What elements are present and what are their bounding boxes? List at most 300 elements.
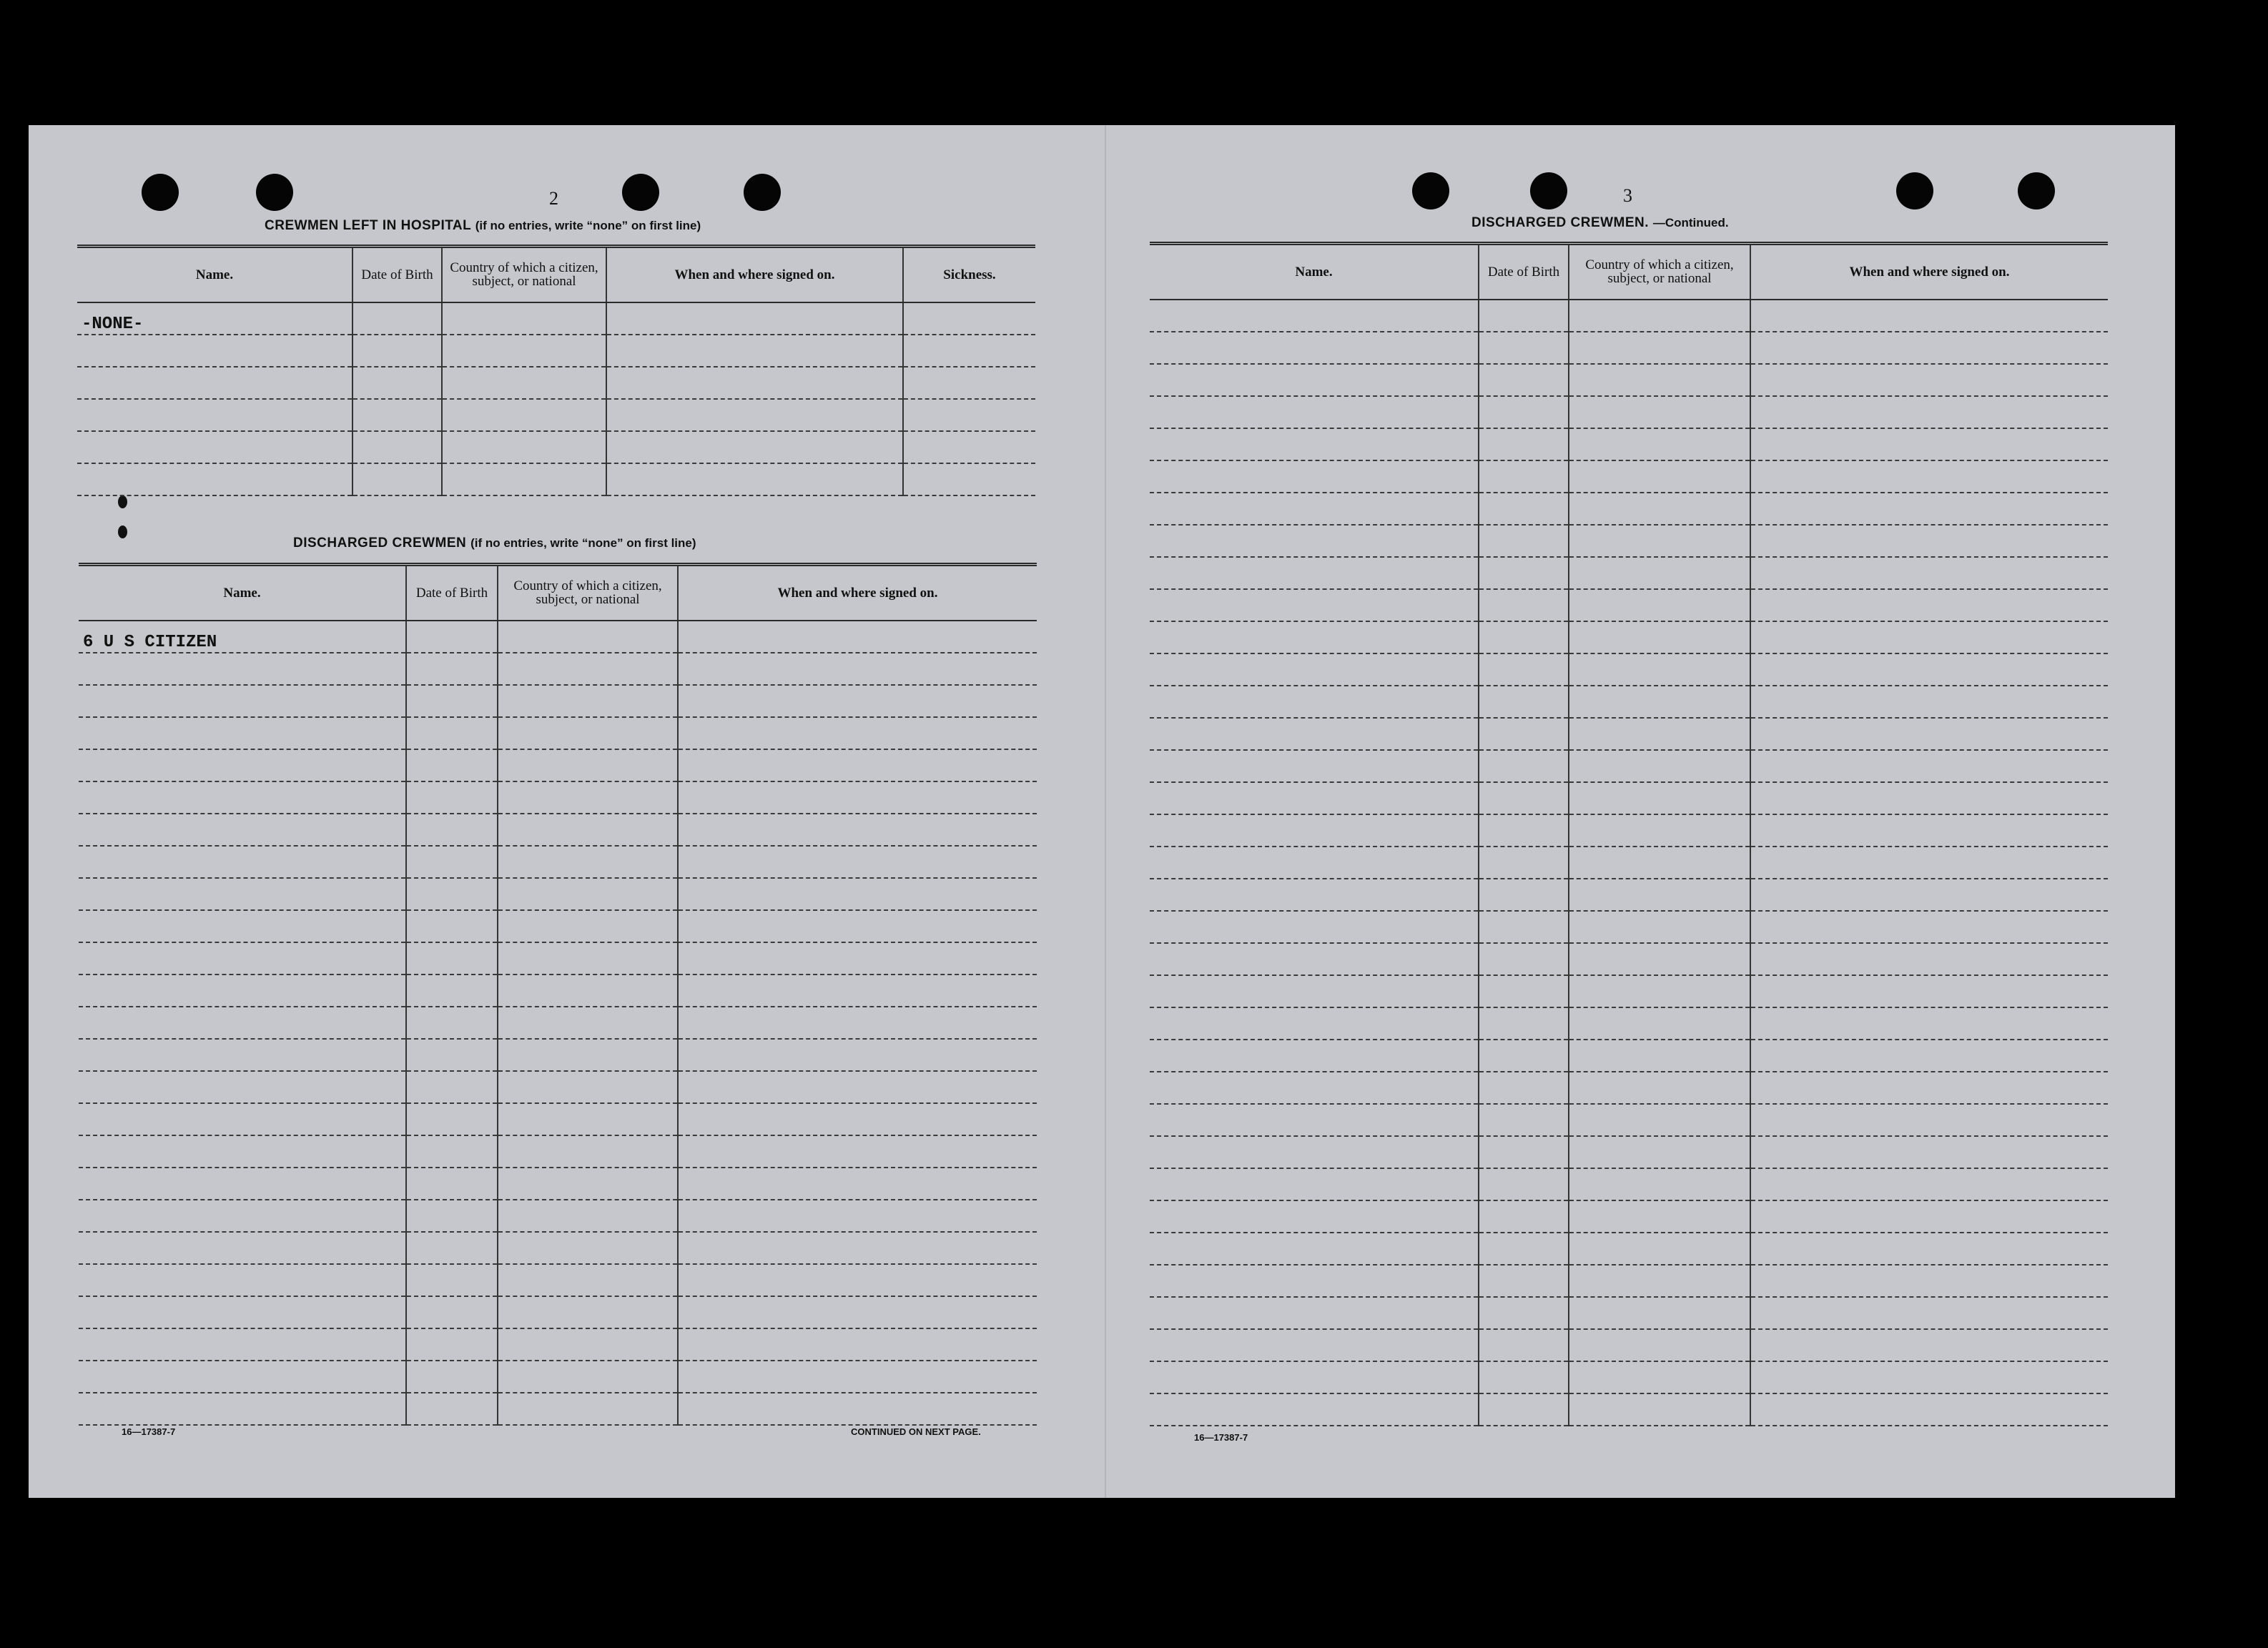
table-cell[interactable] bbox=[406, 1361, 498, 1393]
table-cell[interactable] bbox=[1479, 1233, 1569, 1265]
table-cell[interactable] bbox=[1479, 557, 1569, 589]
table-cell[interactable] bbox=[406, 1232, 498, 1264]
table-cell[interactable] bbox=[1750, 943, 2108, 975]
table-cell[interactable] bbox=[1150, 943, 1479, 975]
table-cell[interactable] bbox=[1750, 1393, 2108, 1426]
table-cell[interactable] bbox=[606, 399, 903, 431]
table-cell[interactable] bbox=[1750, 814, 2108, 847]
table-cell[interactable] bbox=[79, 717, 406, 749]
table-cell[interactable] bbox=[1150, 879, 1479, 911]
table-row bbox=[1150, 1329, 2108, 1361]
table-cell[interactable] bbox=[1569, 1361, 1750, 1393]
table-cell[interactable] bbox=[406, 717, 498, 749]
table-cell[interactable] bbox=[1479, 943, 1569, 975]
table-cell[interactable] bbox=[678, 749, 1037, 781]
table-cell[interactable] bbox=[1750, 428, 2108, 460]
table-cell[interactable] bbox=[1150, 1200, 1479, 1233]
table-cell[interactable] bbox=[406, 685, 498, 717]
table-cell[interactable] bbox=[1150, 428, 1479, 460]
table-cell[interactable] bbox=[1150, 653, 1479, 686]
table-cell[interactable] bbox=[1569, 332, 1750, 364]
table-cell[interactable] bbox=[678, 1232, 1037, 1264]
table-cell[interactable] bbox=[1750, 460, 2108, 493]
table-cell[interactable] bbox=[678, 1071, 1037, 1103]
table-cell[interactable] bbox=[1479, 653, 1569, 686]
table-row bbox=[1150, 332, 2108, 364]
table-cell[interactable] bbox=[1150, 300, 1479, 332]
table-cell[interactable] bbox=[903, 335, 1035, 367]
table-cell[interactable] bbox=[1150, 1361, 1479, 1393]
table-cell[interactable] bbox=[1479, 686, 1569, 718]
table-cell[interactable] bbox=[678, 1200, 1037, 1232]
table-cell[interactable] bbox=[1569, 1393, 1750, 1426]
table-cell[interactable] bbox=[678, 621, 1037, 653]
table-cell[interactable] bbox=[903, 431, 1035, 463]
table-cell[interactable] bbox=[678, 1393, 1037, 1425]
table-cell[interactable] bbox=[1569, 1136, 1750, 1168]
table-cell[interactable] bbox=[1479, 1072, 1569, 1104]
table-cell[interactable] bbox=[1750, 653, 2108, 686]
table-cell[interactable] bbox=[1750, 1233, 2108, 1265]
table-cell[interactable] bbox=[678, 910, 1037, 942]
table-cell[interactable] bbox=[498, 1168, 678, 1200]
table-cell[interactable] bbox=[1150, 332, 1479, 364]
table-cell[interactable] bbox=[79, 653, 406, 685]
col-header-name: Name. bbox=[1150, 244, 1479, 300]
table-cell[interactable] bbox=[678, 846, 1037, 878]
table-cell[interactable] bbox=[678, 975, 1037, 1007]
table-cell[interactable] bbox=[79, 1168, 406, 1200]
table-row bbox=[77, 335, 1035, 367]
table-cell[interactable] bbox=[1150, 847, 1479, 879]
table-cell[interactable] bbox=[678, 814, 1037, 846]
table-cell[interactable] bbox=[1569, 1297, 1750, 1329]
table-cell[interactable] bbox=[1750, 1297, 2108, 1329]
table-cell[interactable] bbox=[1150, 1168, 1479, 1200]
table-cell[interactable] bbox=[1750, 879, 2108, 911]
table-cell[interactable] bbox=[1150, 1104, 1479, 1136]
table-cell[interactable] bbox=[606, 302, 903, 335]
table-cell[interactable] bbox=[406, 621, 498, 653]
table-cell[interactable] bbox=[1569, 911, 1750, 943]
table-cell[interactable] bbox=[1569, 621, 1750, 653]
table-cell[interactable] bbox=[1150, 1393, 1479, 1426]
table-cell[interactable] bbox=[1569, 782, 1750, 814]
table-cell[interactable] bbox=[498, 814, 678, 846]
table-cell[interactable] bbox=[498, 1135, 678, 1168]
table-cell[interactable] bbox=[79, 749, 406, 781]
table-cell[interactable] bbox=[1150, 814, 1479, 847]
table-cell[interactable] bbox=[498, 1264, 678, 1296]
table-cell[interactable] bbox=[1750, 718, 2108, 750]
table-cell[interactable] bbox=[79, 781, 406, 814]
table-row bbox=[1150, 847, 2108, 879]
table-cell[interactable] bbox=[1150, 750, 1479, 782]
table-cell[interactable] bbox=[498, 1039, 678, 1071]
table-row bbox=[1150, 1072, 2108, 1104]
table-cell[interactable] bbox=[406, 1264, 498, 1296]
table-cell[interactable] bbox=[498, 621, 678, 653]
table-cell[interactable] bbox=[498, 749, 678, 781]
margin-mark bbox=[118, 495, 127, 508]
table-cell[interactable] bbox=[406, 1039, 498, 1071]
table-cell[interactable] bbox=[498, 878, 678, 910]
table-cell[interactable] bbox=[1150, 364, 1479, 396]
table-cell[interactable] bbox=[498, 1071, 678, 1103]
table-cell[interactable] bbox=[79, 1200, 406, 1232]
table-row bbox=[79, 1168, 1037, 1200]
table-cell[interactable] bbox=[1569, 364, 1750, 396]
table-row bbox=[79, 653, 1037, 685]
table-cell[interactable] bbox=[1750, 300, 2108, 332]
table-cell[interactable] bbox=[406, 781, 498, 814]
table-cell[interactable] bbox=[79, 1393, 406, 1425]
table-cell[interactable] bbox=[1479, 879, 1569, 911]
table-cell[interactable] bbox=[1750, 396, 2108, 428]
table-cell[interactable] bbox=[498, 1007, 678, 1039]
table-cell[interactable] bbox=[678, 1296, 1037, 1328]
table-cell[interactable] bbox=[79, 975, 406, 1007]
table-cell[interactable]: -NONE- bbox=[77, 302, 352, 335]
table-cell[interactable] bbox=[1569, 1233, 1750, 1265]
table-cell[interactable] bbox=[1569, 653, 1750, 686]
table-row bbox=[77, 302, 1035, 335]
table-cell[interactable] bbox=[1569, 300, 1750, 332]
table-cell[interactable] bbox=[1569, 589, 1750, 621]
table-cell[interactable] bbox=[498, 975, 678, 1007]
table-cell[interactable] bbox=[79, 1328, 406, 1361]
table-cell[interactable] bbox=[79, 814, 406, 846]
table-cell[interactable] bbox=[352, 302, 442, 335]
table-cell[interactable] bbox=[678, 1039, 1037, 1071]
table-cell[interactable] bbox=[1479, 1361, 1569, 1393]
table-cell[interactable] bbox=[498, 653, 678, 685]
table-row bbox=[1150, 1200, 2108, 1233]
table-cell[interactable] bbox=[1750, 557, 2108, 589]
table-cell[interactable] bbox=[1479, 428, 1569, 460]
table-cell[interactable] bbox=[79, 1007, 406, 1039]
table-row bbox=[79, 1264, 1037, 1296]
table-cell[interactable] bbox=[79, 910, 406, 942]
table-cell[interactable] bbox=[406, 975, 498, 1007]
table-row bbox=[1150, 1136, 2108, 1168]
table-cell[interactable] bbox=[442, 431, 606, 463]
table-cell[interactable] bbox=[77, 335, 352, 367]
table-cell[interactable] bbox=[606, 463, 903, 495]
table-cell[interactable] bbox=[1569, 396, 1750, 428]
table-cell[interactable] bbox=[1569, 493, 1750, 525]
table-cell[interactable] bbox=[1150, 911, 1479, 943]
table-cell[interactable] bbox=[678, 1007, 1037, 1039]
table-cell[interactable] bbox=[498, 1328, 678, 1361]
table-cell[interactable] bbox=[77, 431, 352, 463]
table-cell[interactable] bbox=[1150, 460, 1479, 493]
table-cell[interactable] bbox=[1750, 1007, 2108, 1040]
table-cell[interactable] bbox=[1569, 718, 1750, 750]
table-cell[interactable] bbox=[678, 1135, 1037, 1168]
table-cell[interactable] bbox=[406, 1200, 498, 1232]
table-cell[interactable] bbox=[1479, 589, 1569, 621]
table-cell[interactable] bbox=[606, 431, 903, 463]
table-cell[interactable] bbox=[1150, 1297, 1479, 1329]
table-cell[interactable] bbox=[1479, 621, 1569, 653]
table-cell[interactable] bbox=[1150, 718, 1479, 750]
table-cell[interactable] bbox=[498, 1393, 678, 1425]
table-cell[interactable] bbox=[1479, 1265, 1569, 1297]
table-cell[interactable] bbox=[1750, 493, 2108, 525]
table-cell[interactable] bbox=[1750, 1265, 2108, 1297]
table-row bbox=[79, 814, 1037, 846]
table-cell[interactable] bbox=[79, 878, 406, 910]
table-cell[interactable] bbox=[1150, 1136, 1479, 1168]
table-cell[interactable] bbox=[1750, 847, 2108, 879]
table-cell[interactable] bbox=[1150, 1007, 1479, 1040]
table-cell[interactable] bbox=[406, 653, 498, 685]
col-header-name: Name. bbox=[77, 247, 352, 302]
table-cell[interactable] bbox=[79, 1071, 406, 1103]
table-cell[interactable] bbox=[678, 1328, 1037, 1361]
table-cell[interactable] bbox=[352, 367, 442, 399]
table-cell[interactable] bbox=[442, 463, 606, 495]
table-cell[interactable] bbox=[1150, 1040, 1479, 1072]
table-cell[interactable] bbox=[1479, 847, 1569, 879]
table-cell[interactable] bbox=[1569, 460, 1750, 493]
table-cell[interactable] bbox=[1479, 493, 1569, 525]
table-cell[interactable] bbox=[1750, 911, 2108, 943]
table-cell[interactable] bbox=[442, 367, 606, 399]
table-row bbox=[1150, 653, 2108, 686]
table-cell[interactable] bbox=[1750, 525, 2108, 557]
table-cell[interactable] bbox=[678, 1264, 1037, 1296]
table-cell[interactable] bbox=[406, 878, 498, 910]
table-cell[interactable] bbox=[1150, 975, 1479, 1007]
table-cell[interactable] bbox=[406, 1007, 498, 1039]
table-cell[interactable] bbox=[352, 431, 442, 463]
table-cell[interactable] bbox=[498, 1361, 678, 1393]
table-cell[interactable] bbox=[1750, 1329, 2108, 1361]
table-row bbox=[79, 717, 1037, 749]
table-cell[interactable] bbox=[1150, 396, 1479, 428]
table-cell[interactable] bbox=[1479, 1297, 1569, 1329]
table-cell[interactable] bbox=[352, 463, 442, 495]
table-cell[interactable] bbox=[1750, 1168, 2108, 1200]
table-cell[interactable] bbox=[1750, 1104, 2108, 1136]
table-cell[interactable] bbox=[903, 463, 1035, 495]
table-cell[interactable] bbox=[77, 463, 352, 495]
table-cell[interactable] bbox=[498, 942, 678, 975]
table-cell[interactable] bbox=[77, 367, 352, 399]
table-cell[interactable] bbox=[442, 399, 606, 431]
table-cell[interactable] bbox=[406, 1393, 498, 1425]
punch-hole bbox=[142, 174, 179, 211]
table-cell[interactable] bbox=[678, 1361, 1037, 1393]
table-cell[interactable] bbox=[678, 653, 1037, 685]
table-cell[interactable] bbox=[1569, 943, 1750, 975]
table-cell[interactable] bbox=[498, 1200, 678, 1232]
table-cell[interactable] bbox=[1569, 814, 1750, 847]
table-cell[interactable] bbox=[406, 814, 498, 846]
table-cell[interactable] bbox=[1150, 589, 1479, 621]
table-row bbox=[1150, 1233, 2108, 1265]
table-cell[interactable] bbox=[1479, 364, 1569, 396]
table-cell[interactable] bbox=[1569, 1104, 1750, 1136]
table-cell[interactable] bbox=[442, 335, 606, 367]
table-cell[interactable] bbox=[1479, 782, 1569, 814]
table-cell[interactable] bbox=[406, 1135, 498, 1168]
table-cell[interactable] bbox=[606, 367, 903, 399]
table-cell[interactable] bbox=[79, 1103, 406, 1135]
table-cell[interactable] bbox=[606, 335, 903, 367]
table-cell[interactable] bbox=[678, 685, 1037, 717]
table-cell[interactable] bbox=[1750, 364, 2108, 396]
table-cell[interactable] bbox=[1479, 396, 1569, 428]
table-cell[interactable] bbox=[77, 399, 352, 431]
table-cell[interactable] bbox=[678, 1103, 1037, 1135]
col-header-country: Country of which a citizen, subject, or national bbox=[498, 565, 678, 621]
table-cell[interactable] bbox=[1150, 493, 1479, 525]
discharged-title-note: (if no entries, write “none” on first line) bbox=[470, 536, 696, 550]
table-cell[interactable] bbox=[678, 1168, 1037, 1200]
table-cell[interactable] bbox=[1479, 1329, 1569, 1361]
table-cell[interactable] bbox=[1750, 750, 2108, 782]
table-cell[interactable] bbox=[1479, 460, 1569, 493]
table-cell[interactable] bbox=[79, 846, 406, 878]
hospital-table bbox=[77, 245, 1035, 496]
table-cell[interactable] bbox=[1479, 1104, 1569, 1136]
table-cell[interactable] bbox=[1569, 750, 1750, 782]
table-cell[interactable] bbox=[79, 1264, 406, 1296]
table-cell[interactable] bbox=[406, 749, 498, 781]
table-cell[interactable] bbox=[406, 942, 498, 975]
table-cell[interactable] bbox=[1150, 1072, 1479, 1104]
table-cell[interactable] bbox=[1569, 879, 1750, 911]
table-cell[interactable] bbox=[1479, 1007, 1569, 1040]
table-cell[interactable] bbox=[406, 1071, 498, 1103]
table-cell[interactable] bbox=[1479, 1200, 1569, 1233]
table-cell[interactable] bbox=[1569, 1040, 1750, 1072]
table-cell[interactable] bbox=[1150, 782, 1479, 814]
table-cell[interactable] bbox=[79, 685, 406, 717]
table-cell[interactable] bbox=[498, 1103, 678, 1135]
table-cell[interactable] bbox=[352, 399, 442, 431]
table-cell[interactable] bbox=[498, 1232, 678, 1264]
table-cell[interactable] bbox=[1479, 814, 1569, 847]
table-cell[interactable] bbox=[498, 781, 678, 814]
table-cell[interactable] bbox=[1569, 1007, 1750, 1040]
table-cell[interactable] bbox=[1479, 1136, 1569, 1168]
table-cell[interactable] bbox=[678, 781, 1037, 814]
table-row bbox=[1150, 364, 2108, 396]
table-cell[interactable] bbox=[1150, 525, 1479, 557]
table-cell[interactable] bbox=[903, 302, 1035, 335]
table-cell[interactable] bbox=[1750, 975, 2108, 1007]
table-cell[interactable] bbox=[498, 685, 678, 717]
table-row bbox=[1150, 1104, 2108, 1136]
table-cell[interactable] bbox=[79, 1232, 406, 1264]
table-cell[interactable] bbox=[498, 846, 678, 878]
table-row bbox=[1150, 782, 2108, 814]
table-cell[interactable] bbox=[1479, 718, 1569, 750]
table-cell[interactable] bbox=[1479, 332, 1569, 364]
table-cell[interactable] bbox=[1150, 1265, 1479, 1297]
table-cell[interactable] bbox=[1479, 750, 1569, 782]
table-cell[interactable] bbox=[442, 302, 606, 335]
table-cell[interactable] bbox=[903, 399, 1035, 431]
table-cell[interactable] bbox=[406, 846, 498, 878]
table-cell[interactable] bbox=[1569, 1265, 1750, 1297]
table-cell[interactable] bbox=[1750, 1200, 2108, 1233]
table-cell[interactable] bbox=[79, 1039, 406, 1071]
table-cell[interactable] bbox=[1569, 428, 1750, 460]
table-cell[interactable] bbox=[1569, 1329, 1750, 1361]
table-cell[interactable] bbox=[1750, 589, 2108, 621]
table-cell[interactable] bbox=[498, 910, 678, 942]
table-cell[interactable] bbox=[1750, 1361, 2108, 1393]
table-cell[interactable] bbox=[406, 1168, 498, 1200]
table-cell[interactable] bbox=[1479, 911, 1569, 943]
table-cell[interactable] bbox=[498, 717, 678, 749]
table-cell[interactable] bbox=[1750, 1040, 2108, 1072]
table-cell[interactable] bbox=[1479, 1040, 1569, 1072]
table-cell[interactable] bbox=[1150, 621, 1479, 653]
table-cell[interactable] bbox=[1150, 1329, 1479, 1361]
col-header-country: Country of which a citizen, subject, or national bbox=[1569, 244, 1750, 300]
table-cell[interactable] bbox=[1569, 1200, 1750, 1233]
table-cell[interactable] bbox=[1569, 686, 1750, 718]
table-cell[interactable] bbox=[406, 910, 498, 942]
table-cell[interactable] bbox=[1150, 557, 1479, 589]
table-cell[interactable] bbox=[1479, 1168, 1569, 1200]
table-cell[interactable] bbox=[79, 1135, 406, 1168]
table-cell[interactable]: 6 U S CITIZEN bbox=[79, 621, 406, 653]
table-cell[interactable] bbox=[79, 1296, 406, 1328]
table-cell[interactable] bbox=[1569, 557, 1750, 589]
table-cell[interactable] bbox=[1750, 332, 2108, 364]
table-cell[interactable] bbox=[498, 1296, 678, 1328]
table-cell[interactable] bbox=[1569, 525, 1750, 557]
hospital-title-text: CREWMEN LEFT IN HOSPITAL bbox=[265, 218, 471, 233]
table-cell[interactable] bbox=[678, 942, 1037, 975]
table-cell[interactable] bbox=[1569, 847, 1750, 879]
table-cell[interactable] bbox=[352, 335, 442, 367]
table-cell[interactable] bbox=[1479, 975, 1569, 1007]
table-cell[interactable] bbox=[678, 717, 1037, 749]
table-cell[interactable] bbox=[1750, 686, 2108, 718]
table-cell[interactable] bbox=[678, 878, 1037, 910]
table-row bbox=[1150, 718, 2108, 750]
table-row bbox=[77, 399, 1035, 431]
col-header-signed-on: When and where signed on. bbox=[678, 565, 1037, 621]
table-cell[interactable] bbox=[1150, 1233, 1479, 1265]
table-cell[interactable] bbox=[1569, 975, 1750, 1007]
table-cell[interactable] bbox=[1150, 686, 1479, 718]
table-cell[interactable] bbox=[1750, 1136, 2108, 1168]
table-cell[interactable] bbox=[1479, 300, 1569, 332]
table-cell[interactable] bbox=[79, 942, 406, 975]
table-cell[interactable] bbox=[1750, 1072, 2108, 1104]
table-cell[interactable] bbox=[1750, 621, 2108, 653]
table-cell[interactable] bbox=[79, 1361, 406, 1393]
table-cell[interactable] bbox=[406, 1103, 498, 1135]
table-cell[interactable] bbox=[903, 367, 1035, 399]
table-cell[interactable] bbox=[406, 1296, 498, 1328]
table-cell[interactable] bbox=[1479, 525, 1569, 557]
table-cell[interactable] bbox=[1479, 1393, 1569, 1426]
table-cell[interactable] bbox=[1750, 782, 2108, 814]
table-cell[interactable] bbox=[406, 1328, 498, 1361]
table-cell[interactable] bbox=[1569, 1072, 1750, 1104]
table-cell[interactable] bbox=[1569, 1168, 1750, 1200]
